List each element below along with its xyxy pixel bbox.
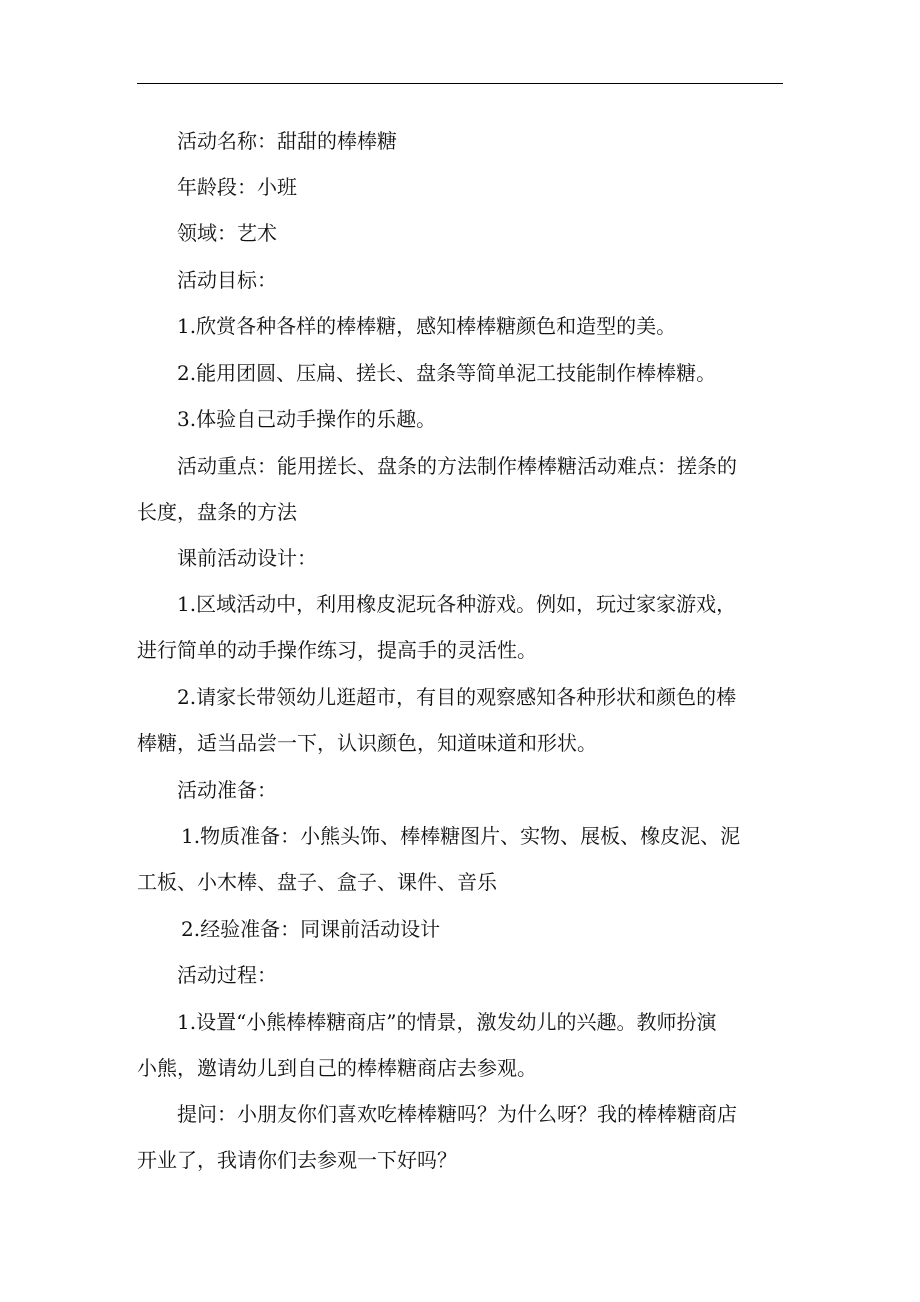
activity-name xyxy=(137,118,787,164)
text-line: 领域：艺术 xyxy=(177,221,277,245)
preparation-item-2 xyxy=(137,906,787,952)
text-line: 开业了，我请你们去参观一下好吗？ xyxy=(137,1148,457,1172)
key-points xyxy=(137,443,787,535)
pre-class-heading xyxy=(137,535,787,581)
text-line: 3.体验自己动手操作的乐趣。 xyxy=(177,407,437,431)
process-item-1 xyxy=(137,999,787,1091)
text-line: 活动准备： xyxy=(177,778,277,802)
text-line: 2.请家长带领幼儿逛超市，有目的观察感知各种形状和颜色的棒 xyxy=(177,685,737,709)
pre-class-item-1 xyxy=(137,581,787,673)
age-group xyxy=(137,164,787,210)
text-line: 长度，盘条的方法 xyxy=(137,500,297,524)
header-rule xyxy=(137,83,783,84)
text-line: 活动名称：甜甜的棒棒糖 xyxy=(177,129,397,153)
text-line: 1.欣赏各种各样的棒棒糖，感知棒棒糖颜色和造型的美。 xyxy=(177,314,677,338)
preparation-heading xyxy=(137,767,787,813)
text-line: 2.经验准备：同课前活动设计 xyxy=(181,917,441,941)
text-line: 活动过程： xyxy=(177,963,277,987)
pre-class-item-2 xyxy=(137,674,787,766)
preparation-item-1 xyxy=(137,813,787,905)
text-line: 小熊，邀请幼儿到自己的棒棒糖商店去参观。 xyxy=(137,1056,537,1080)
text-line: 进行简单的动手操作练习，提高手的灵活性。 xyxy=(137,638,537,662)
text-line: 课前活动设计： xyxy=(177,546,317,570)
text-line: 工板、小木棒、盘子、盒子、课件、音乐 xyxy=(137,870,497,894)
goal-item-3 xyxy=(137,396,787,442)
text-line: 2.能用团圆、压扁、搓长、盘条等简单泥工技能制作棒棒糖。 xyxy=(177,361,717,385)
teacher-question xyxy=(137,1091,787,1183)
text-line: 棒糖，适当品尝一下，认识颜色，知道味道和形状。 xyxy=(137,731,597,755)
goals-heading xyxy=(137,257,787,303)
text-line: 提问：小朋友你们喜欢吃棒棒糖吗？为什么呀？我的棒棒糖商店 xyxy=(177,1102,737,1126)
text-line: 1.区域活动中，利用橡皮泥玩各种游戏。例如，玩过家家游戏， xyxy=(177,592,737,616)
text-line: 1.设置“小熊棒棒糖商店”的情景，激发幼儿的兴趣。教师扮演 xyxy=(177,1010,717,1034)
text-line: 1.物质准备：小熊头饰、棒棒糖图片、实物、展板、橡皮泥、泥 xyxy=(181,824,741,848)
goal-item-1 xyxy=(137,303,787,349)
goal-item-2 xyxy=(137,350,787,396)
text-line: 年龄段：小班 xyxy=(177,175,297,199)
text-line: 活动重点：能用搓长、盘条的方法制作棒棒糖活动难点：搓条的 xyxy=(177,454,737,478)
subject-area xyxy=(137,210,787,256)
text-line: 活动目标： xyxy=(177,268,277,292)
process-heading xyxy=(137,952,787,998)
